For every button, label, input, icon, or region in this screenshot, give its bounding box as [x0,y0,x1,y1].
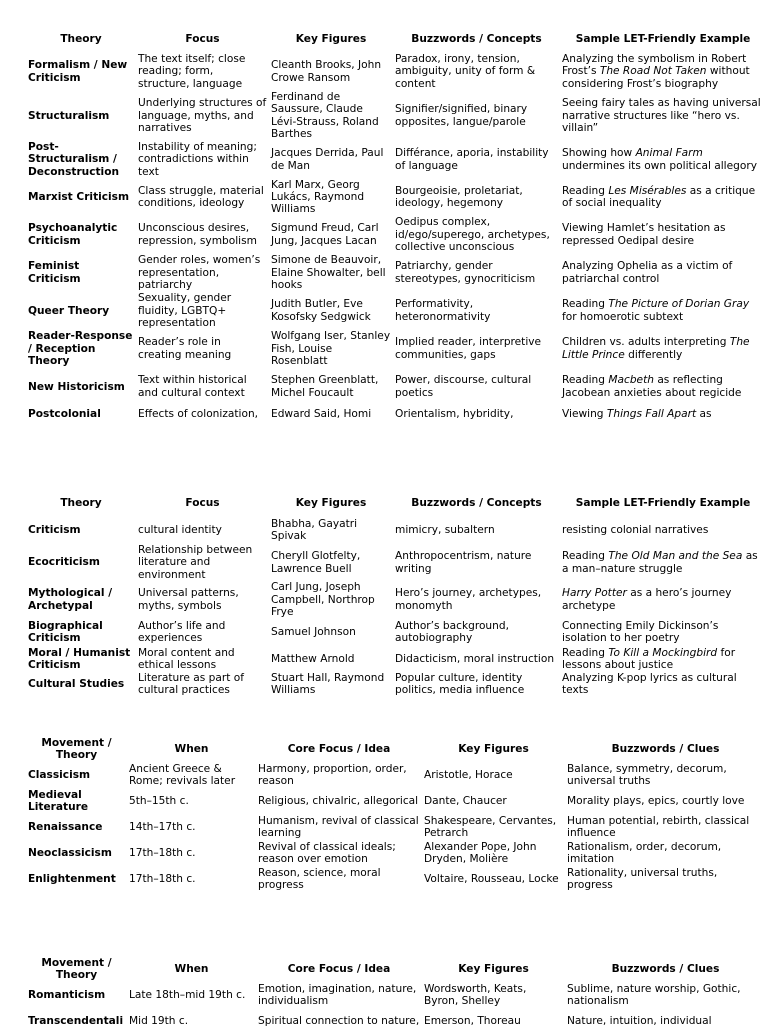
header-example: Sample LET-Friendly Example [575,497,751,510]
cell-figures: Stuart Hall, Raymond Williams [271,671,385,696]
cell-core: Emotion, imagination, nature, individualism [258,982,417,1007]
table-row [26,52,766,91]
table-header-row [26,492,766,516]
table-header-row [26,738,766,762]
table-row [26,330,766,368]
cell-name: Classicism [28,768,91,781]
literary-theories-table-2 [26,492,766,696]
cell-name: Renaissance [28,820,103,833]
cell-example [560,292,766,330]
text-segment: resisting colonial narratives [562,523,709,536]
cell-focus: Literature as part of cultural practices [138,671,244,696]
literary-movements-table-2 [26,958,766,1034]
table-row [26,982,766,1008]
cell-name: Romanticism [28,988,106,1001]
table-row [26,1008,766,1034]
text-segment: Reading [562,298,609,311]
text-segment: Children vs. adults interpreting [562,336,730,349]
table-header-row [26,28,766,52]
cell-when: 14th–17th c. [129,820,196,833]
header-core-focus: Core Focus / Idea [287,743,391,756]
cell-example [560,330,766,368]
cell-focus: Author’s life and experiences [138,620,226,645]
text-segment: Reading [562,646,609,659]
cell-figures: Samuel Johnson [271,626,356,639]
table-row [26,581,766,618]
cell-figures: Simone de Beauvoir, Elaine Showalter, bell hooks [271,254,386,292]
cell-core: Religious, chivalric, allegorical [258,794,419,807]
text-segment: as reflecting Jacobean anxieties about regicide [562,374,742,399]
cell-example [560,671,766,696]
text-segment: Seeing fairy tales as having universal narrative structures like “hero vs. villain” [562,97,761,135]
cell-focus: Underlying structures of language, myths, and narratives [138,97,267,135]
header-theory: Theory [60,33,102,46]
table-row [26,216,766,254]
italic-title: The Little Prince [562,336,750,361]
text-segment: Reading [562,374,609,387]
cell-figures: Sigmund Freud, Carl Jung, Jacques Lacan [271,222,379,247]
header-buzzwords: Buzzwords / Clues [611,963,720,976]
text-segment: Showing how [562,147,636,160]
cell-example [560,516,766,544]
header-buzzwords: Buzzwords / Concepts [411,497,542,510]
cell-buzz: Author’s background, autobiography [395,620,509,645]
header-key-figures: Key Figures [458,743,529,756]
literary-theories-table-1 [26,28,766,422]
cell-core: Reason, science, moral progress [258,866,381,891]
cell-example [560,52,766,91]
cell-focus: Class struggle, material conditions, ideology [138,184,264,210]
header-key-figures: Key Figures [458,963,529,976]
table-row [26,646,766,671]
cell-example [560,581,766,618]
text-segment: Reading [562,550,609,563]
cell-when: 5th–15th c. [129,794,189,807]
cell-buzz: Anthropocentrism, nature writing [395,550,532,575]
cell-when: Ancient Greece & Rome; revivals later [129,762,236,787]
cell-name: Formalism / New Criticism [28,59,128,84]
cell-example [560,216,766,254]
cell-example [560,368,766,406]
cell-name: Cultural Studies [28,677,125,690]
cell-buzz: Human potential, rebirth, classical influence [567,814,750,839]
italic-title: The Picture of Dorian Gray [608,298,750,311]
cell-name: Structuralism [28,109,110,122]
cell-figures: Shakespeare, Cervantes, Petrarch [424,814,557,839]
cell-figures: Judith Butler, Eve Kosofsky Sedgwick [271,298,371,323]
cell-buzz: Oedipus complex, id/ego/superego, archetypes, collective unconscious [395,216,550,254]
cell-buzz: Nature, intuition, individual [567,1014,712,1027]
italic-title: Harry Potter [562,587,627,600]
cell-figures: Wordsworth, Keats, Byron, Shelley [424,982,527,1007]
text-segment: Viewing [562,407,607,420]
table-row [26,762,766,788]
header-example: Sample LET-Friendly Example [575,33,751,46]
text-segment: as a hero’s journey archetype [562,587,732,612]
header-key-figures: Key Figures [295,497,367,510]
cell-focus: The text itself; close reading; form, structure, language [138,52,246,90]
cell-buzz: Rationalism, order, decorum, imitation [567,840,722,865]
header-focus: Focus [185,497,220,510]
cell-name: Postcolonial [28,407,101,420]
header-when: When [174,963,209,976]
table-row [26,91,766,141]
italic-title: The Road Not Taken [599,65,707,78]
cell-core: Humanism, revival of classical learning [258,814,419,839]
table-row [26,618,766,646]
cell-figures: Ferdinand de Saussure, Claude Lévi-Strauss, Roland Barthes [271,91,379,141]
cell-figures: Emerson, Thoreau [424,1014,521,1027]
header-buzzwords: Buzzwords / Clues [611,743,720,756]
cell-focus: Reader’s role in creating meaning [138,336,232,361]
cell-name: Reader-Response / Reception Theory [28,330,133,368]
cell-buzz: Popular culture, identity politics, media influence [395,671,525,696]
cell-example [560,618,766,646]
cell-buzz: Didacticism, moral instruction [395,652,555,665]
cell-name: Queer Theory [28,304,110,317]
cell-figures: Carl Jung, Joseph Campbell, Northrop Frye [271,581,375,619]
cell-when: 17th–18th c. [129,872,196,885]
text-segment: Analyzing K-pop lyrics as cultural texts [562,671,737,696]
text-segment: for homoerotic subtext [562,310,684,323]
italic-title: Macbeth [608,374,654,387]
header-movement: Movement / Theory [41,957,112,981]
table-row [26,516,766,544]
text-segment: Reading [562,184,609,197]
header-buzzwords: Buzzwords / Concepts [411,33,542,46]
header-theory: Theory [60,497,102,510]
table-row [26,840,766,866]
cell-example [560,91,766,141]
text-segment: as a man–nature struggle [562,550,758,575]
table-header-row [26,958,766,982]
text-segment: Analyzing Ophelia as a victim of patriarchal control [562,260,733,285]
header-focus: Focus [185,33,220,46]
cell-focus: Text within historical and cultural context [138,374,247,399]
table-row [26,141,766,179]
cell-example [560,179,766,216]
table-row [26,866,766,892]
text-segment: Viewing Hamlet’s hesitation as repressed Oedipal desire [562,222,726,247]
cell-figures: Alexander Pope, John Dryden, Molière [424,840,537,865]
cell-example [560,646,766,671]
cell-focus: Moral content and ethical lessons [138,646,235,671]
text-segment: differently [624,348,683,361]
italic-title: Animal Farm [635,147,703,160]
cell-name: Biographical Criticism [28,620,103,645]
cell-buzz: Bourgeoisie, proletariat, ideology, hegemony [395,184,523,210]
italic-title: Les Misérables [608,184,687,197]
text-segment: Connecting Emily Dickinson’s isolation to her poetry [562,620,719,645]
text-segment: as a critique of social inequality [562,184,756,210]
cell-figures: Aristotle, Horace [424,768,513,781]
cell-buzz: Paradox, irony, tension, ambiguity, unity of form & content [395,52,536,90]
cell-figures: Cleanth Brooks, John Crowe Ransom [271,59,382,84]
cell-figures: Voltaire, Rousseau, Locke [424,872,559,885]
table-row [26,368,766,406]
text-segment: for lessons about justice [562,646,736,671]
cell-focus: Unconscious desires, repression, symbolism [138,222,257,247]
cell-figures: Edward Said, Homi [271,407,372,420]
cell-figures: Wolfgang Iser, Stanley Fish, Louise Rosenblatt [271,330,391,368]
cell-core: Revival of classical ideals; reason over emotion [258,840,396,865]
italic-title: To Kill a Mockingbird [608,646,718,659]
cell-buzz: Patriarchy, gender stereotypes, gynocriticism [395,260,536,285]
text-segment: as [696,407,712,420]
cell-focus: Gender roles, women’s representation, patriarchy [138,254,261,292]
cell-example [560,406,766,422]
cell-buzz: Implied reader, interpretive communities, gaps [395,336,542,361]
cell-name: Psychoanalytic Criticism [28,222,118,247]
cell-name: Enlightenment [28,872,116,885]
cell-buzz: Sublime, nature worship, Gothic, nationalism [567,982,741,1007]
cell-figures: Matthew Arnold [271,652,355,665]
cell-when: 17th–18th c. [129,846,196,859]
cell-focus: Relationship between literature and environment [138,544,253,581]
cell-when: Late 18th–mid 19th c. [129,988,246,1001]
cell-when: Mid 19th c. [129,1014,189,1027]
cell-buzz: Morality plays, epics, courtly love [567,794,745,807]
cell-name: Medieval Literature [28,788,89,813]
cell-buzz: Balance, symmetry, decorum, universal truths [567,762,727,787]
header-core-focus: Core Focus / Idea [287,963,391,976]
cell-name: New Historicism [28,380,125,393]
table-row [26,671,766,696]
cell-buzz: Orientalism, hybridity, [395,407,514,420]
cell-example [560,544,766,581]
cell-buzz: Power, discourse, cultural poetics [395,374,532,399]
table-row [26,544,766,581]
cell-figures: Karl Marx, Georg Lukács, Raymond Williams [271,178,365,216]
cell-figures: Jacques Derrida, Paul de Man [271,147,384,172]
cell-example [560,141,766,179]
cell-name: Marxist Criticism [28,191,130,204]
cell-buzz: Performativity, heteronormativity [395,298,491,323]
cell-core: Harmony, proportion, order, reason [258,762,407,787]
cell-name: Ecocriticism [28,556,100,569]
cell-example [560,254,766,292]
header-movement: Movement / Theory [41,737,112,761]
cell-focus: Sexuality, gender fluidity, LGBTQ+ representation [138,292,232,330]
cell-focus: Universal patterns, myths, symbols [138,587,239,612]
cell-buzz: Différance, aporia, instability of language [395,147,549,172]
italic-title: The Old Man and the Sea [608,550,743,563]
cell-name: Post-Structuralism / Deconstruction [28,141,120,178]
text-segment: Analyzing the symbolism in Robert Frost’s [562,52,747,78]
cell-figures: Bhabha, Gayatri Spivak [271,517,358,542]
literary-movements-table-1 [26,738,766,892]
cell-figures: Stephen Greenblatt, Michel Foucault [271,374,379,399]
cell-name: Neoclassicism [28,846,112,859]
cell-name: Transcendentali [28,1014,124,1027]
italic-title: Things Fall Apart [606,407,697,420]
table-row [26,788,766,814]
text-segment: without considering Frost’s biography [562,65,750,90]
cell-figures: Dante, Chaucer [424,794,507,807]
cell-focus: Effects of colonization, [138,407,259,420]
table-row [26,254,766,292]
text-segment: undermines its own political allegory [562,159,757,172]
header-key-figures: Key Figures [295,33,367,46]
table-row [26,292,766,330]
cell-buzz: mimicry, subaltern [395,523,495,536]
cell-name: Mythological / Archetypal [28,587,113,612]
cell-buzz: Signifier/signified, binary opposites, langue/parole [395,103,528,128]
cell-name: Moral / Humanist Criticism [28,646,131,671]
cell-focus: cultural identity [138,523,222,536]
cell-figures: Cheryll Glotfelty, Lawrence Buell [271,550,361,575]
cell-name: Feminist Criticism [28,260,81,285]
header-when: When [174,743,209,756]
cell-core: Spiritual connection to nature, [258,1014,420,1027]
cell-name: Criticism [28,523,81,536]
cell-focus: Instability of meaning; contradictions within text [138,141,257,178]
table-row [26,406,766,422]
cell-buzz: Hero’s journey, archetypes, monomyth [395,587,542,612]
table-row [26,814,766,840]
table-row [26,179,766,216]
cell-buzz: Rationality, universal truths, progress [567,866,718,891]
